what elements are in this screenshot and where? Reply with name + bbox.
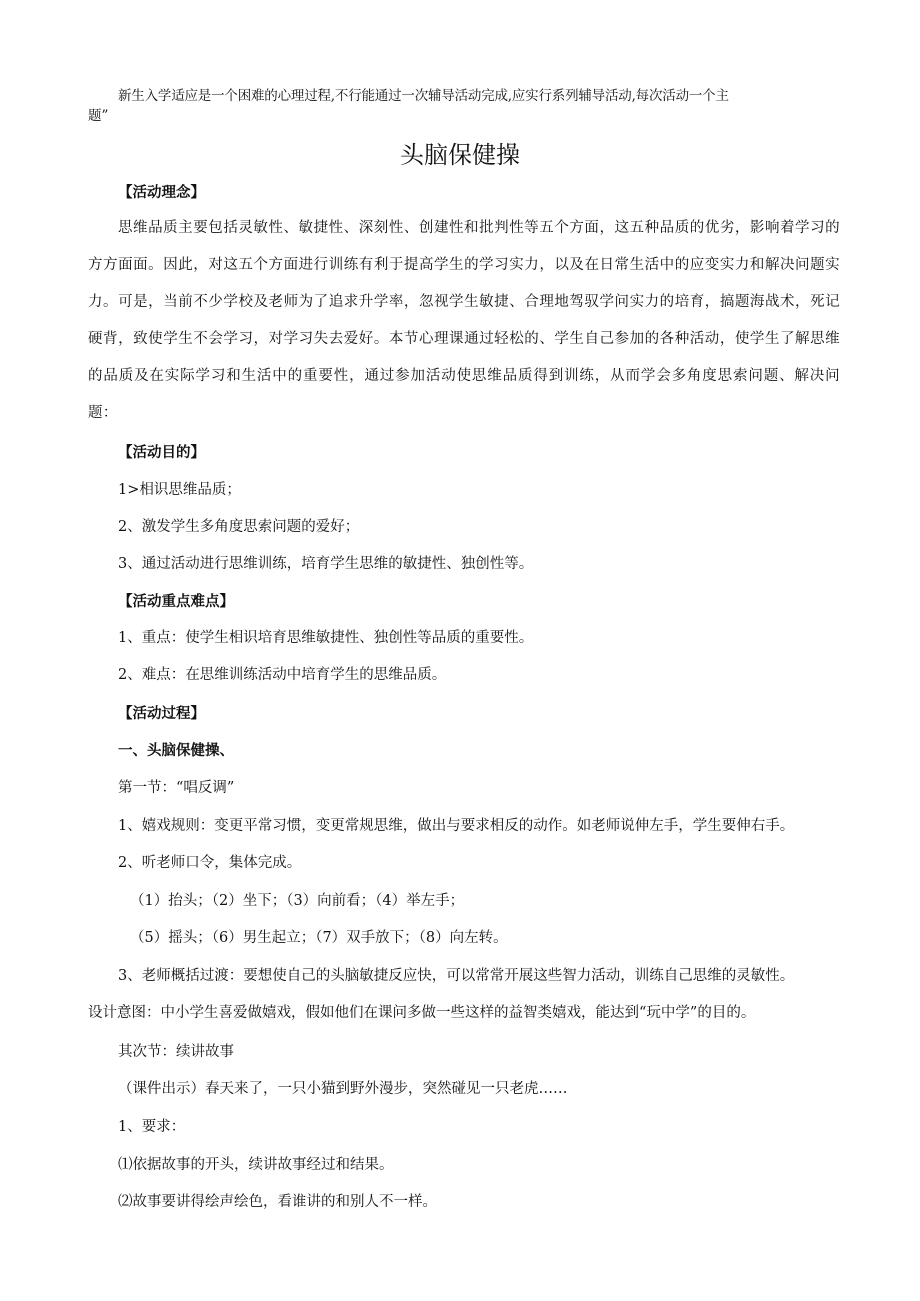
section2-requirements: 1、要求： — [118, 1119, 186, 1135]
goal-item-2: 2、激发学生多角度思索问题的爱好； — [118, 519, 360, 535]
heading-activity-process: 【活动过程】 — [118, 706, 205, 722]
goal-item-1: 1>相识思维品质； — [118, 482, 241, 498]
intro-line-2: 题” — [88, 108, 109, 124]
section1-listen: 2、听老师口令，集体完成。 — [118, 855, 302, 871]
section2-requirement-1: ⑴依据故事的开头，续讲故事经过和结果。 — [118, 1157, 394, 1173]
section1-title: 第一节：“唱反调” — [118, 780, 235, 796]
keypoint-item-2: 2、难点：在思维训练活动中培育学生的思维品质。 — [118, 667, 447, 683]
section1-design-intent: 设计意图：中小学生喜爱做嬉戏，假如他们在课问多做一些这样的益智类嬉戏，能达到“玩中学”的目的。 — [88, 1005, 756, 1021]
section2-prompt: （课件出示）春天来了，一只小猫到野外漫步，突然碰见一只老虎…… — [118, 1081, 568, 1097]
section2-title: 其次节：续讲故事 — [118, 1044, 234, 1060]
concept-paragraph: 思维品质主要包括灵敏性、敏捷性、深刻性、创建性和批判性等五个方面，这五种品质的优劣，影响着学习的方方面面。因此，对这五个方面进行训练有利于提高学生的学习实力，以及在日常生活中的应变实力和解决问题实力。可是，当前不少学校及老师为了追求升学率，忽视学生敏捷、合理地驾驭学问实力的培育，搞题海战术，死记硬背，致使学生不会学习，对学习失去爱好。本节心理课通过轻松的、学生自己参加的各种活动，使学生了解思维的品质及在实际学习和生活中的重要性，通过参加活动使思维品质得到训练，从而学会多角度思索问题、解决问题： — [88, 220, 840, 421]
section1-commands-row2: （5）摇头；（6）男生起立；（7）双手放下；（8）向左转。 — [130, 930, 508, 946]
page-title: 头脑保健操 — [400, 141, 520, 169]
heading-key-points: 【活动重点难点】 — [118, 594, 234, 610]
section1-summary: 3、老师概括过渡：要想使自己的头脑敏捷反应快，可以常常开展这些智力活动，训练自己思维的灵敏性。 — [118, 968, 795, 984]
section1-rule: 1、嬉戏规则：变更平常习惯，变更常规思维，做出与要求相反的动作。如老师说伸左手，学生要伸右手。 — [118, 818, 795, 834]
intro-line-1: 新生入学适应是一个困难的心理过程,不行能通过一次辅导活动完成,应实行系列辅导活动,每次活动一个主 — [118, 88, 729, 104]
heading-activity-concept: 【活动理念】 — [118, 185, 205, 201]
section1-commands-row1: （1）抬头；（2）坐下；（3）向前看；（4）举左手； — [130, 893, 465, 909]
keypoint-item-1: 1、重点：使学生相识培育思维敏捷性、独创性等品质的重要性。 — [118, 630, 534, 646]
heading-activity-goals: 【活动目的】 — [118, 445, 205, 461]
section2-requirement-2: ⑵故事要讲得绘声绘色，看谁讲的和别人不一样。 — [118, 1194, 437, 1210]
subheading-brain-exercise: 一、头脑保健操、 — [118, 743, 234, 759]
goal-item-3: 3、通过活动进行思维训练，培育学生思维的敏捷性、独创性等。 — [118, 556, 534, 572]
